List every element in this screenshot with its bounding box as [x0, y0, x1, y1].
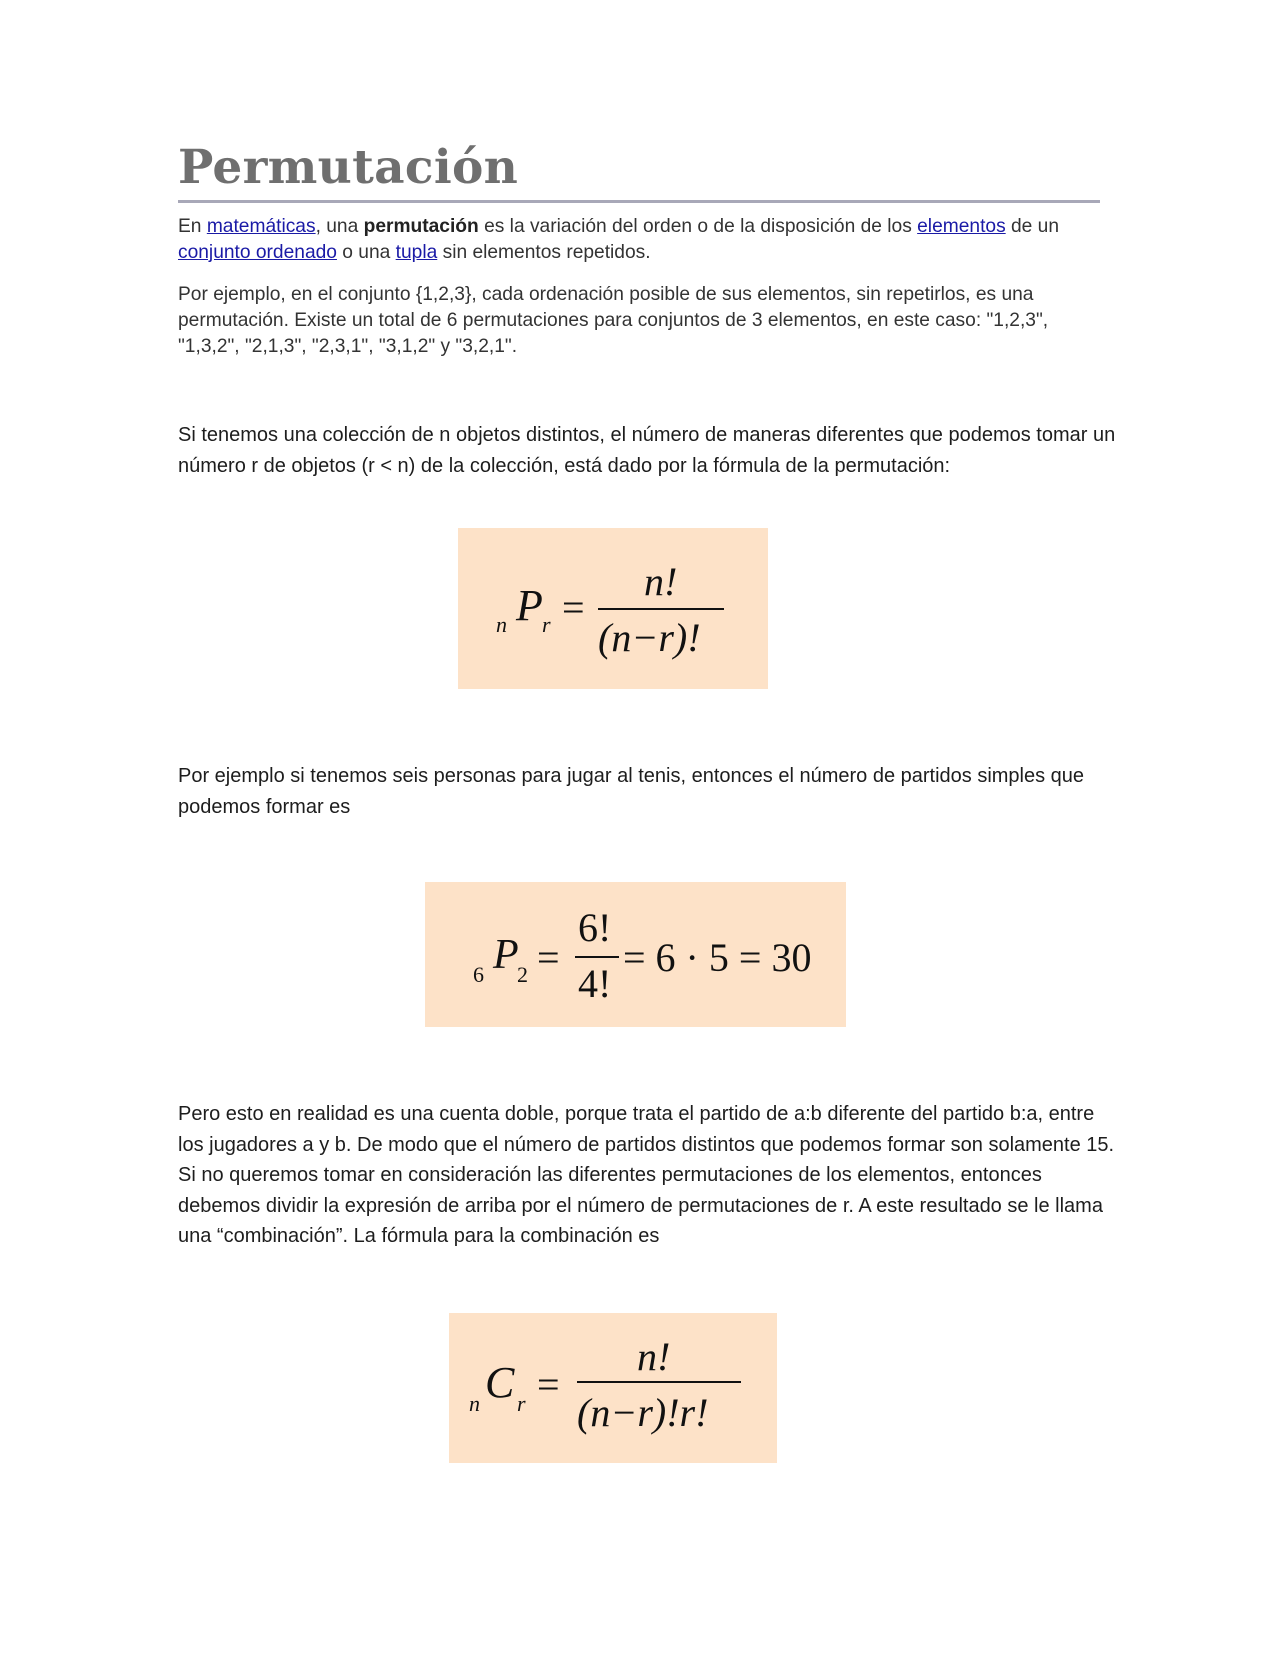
example-paragraph: Por ejemplo, en el conjunto {1,2,3}, cada ordenación posible de sus elementos, sin repetirlos, es una permutación. Existe un total de 6 permutaciones para conjuntos de 3 elementos, en este caso: "1,2,3", "1,3,2", "2,1,3", "2,3,1", "3,1,2" y "3,2,1". — [178, 284, 1049, 357]
link-tupla[interactable]: tupla — [395, 242, 438, 263]
intro-paragraph — [178, 214, 1078, 266]
perm-fraction-bar — [598, 608, 724, 610]
example-result: = 6 · 5 = 30 — [623, 935, 812, 980]
intro-text-4: de un — [1005, 216, 1060, 237]
comb-fraction-bar — [577, 1381, 741, 1383]
link-elementos[interactable]: elementos — [917, 216, 1006, 237]
perm-equals: = — [562, 585, 585, 630]
perm-prefix: n — [496, 612, 507, 637]
intro-text-5: o una — [336, 242, 396, 263]
perm-denominator: (n−r)! — [598, 615, 701, 660]
link-matematicas[interactable]: matemáticas — [206, 216, 316, 237]
perm-subscript: r — [542, 612, 551, 637]
title-underline — [178, 200, 1100, 203]
example-formula-image — [425, 882, 846, 1027]
combination-formula-image — [449, 1313, 777, 1463]
comb-subscript: r — [517, 1391, 526, 1416]
example-symbol: P — [493, 932, 519, 978]
permutation-formula-image — [458, 528, 768, 689]
collection-paragraph: Si tenemos una colección de n objetos distintos, el número de maneras diferentes que podemos tomar un número r de objetos (r < n) de la colección, está dado por la fórmula de la permutación: — [178, 424, 1116, 477]
tennis-paragraph: Por ejemplo si tenemos seis personas para jugar al tenis, entonces el número de partidos simples que podemos formar es — [178, 765, 1085, 818]
example-prefix: 6 — [473, 962, 484, 987]
link-conjunto-ordenado[interactable]: conjunto ordenado — [178, 242, 337, 263]
comb-denominator: (n−r)!r! — [577, 1390, 709, 1435]
intro-text-6: sin elementos repetidos. — [437, 242, 651, 263]
example-equals: = — [537, 935, 560, 980]
example-denominator: 4! — [578, 961, 612, 1006]
example-subscript: 2 — [517, 962, 528, 987]
example-fraction-bar — [575, 956, 619, 958]
perm-symbol: P — [516, 581, 543, 630]
page-title: Permutación — [178, 140, 519, 195]
comb-numerator: n! — [637, 1334, 671, 1379]
intro-text-3: es la variación del orden o de la disposición de los — [478, 216, 918, 237]
intro-bold-term: permutación — [363, 216, 479, 237]
comb-symbol: C — [485, 1358, 515, 1407]
combination-paragraph: Pero esto en realidad es una cuenta doble, porque trata el partido de a:b diferente del partido b:a, entre los jugadores a y b. De modo que el número de partidos distintos que podemos formar son solamente 15. Si no queremos tomar en consideración las diferentes permutaciones de los elementos, entonces debemos dividir la expresión de arriba por el número de permutaciones de r. A este resultado se le llama una “combinación”. La fórmula para la combinación es — [178, 1103, 1115, 1247]
example-numerator: 6! — [578, 905, 612, 950]
intro-text-1: En — [178, 216, 207, 237]
perm-numerator: n! — [644, 559, 678, 604]
intro-text-2: , una — [315, 216, 364, 237]
comb-equals: = — [537, 1362, 560, 1407]
comb-prefix: n — [469, 1391, 480, 1416]
